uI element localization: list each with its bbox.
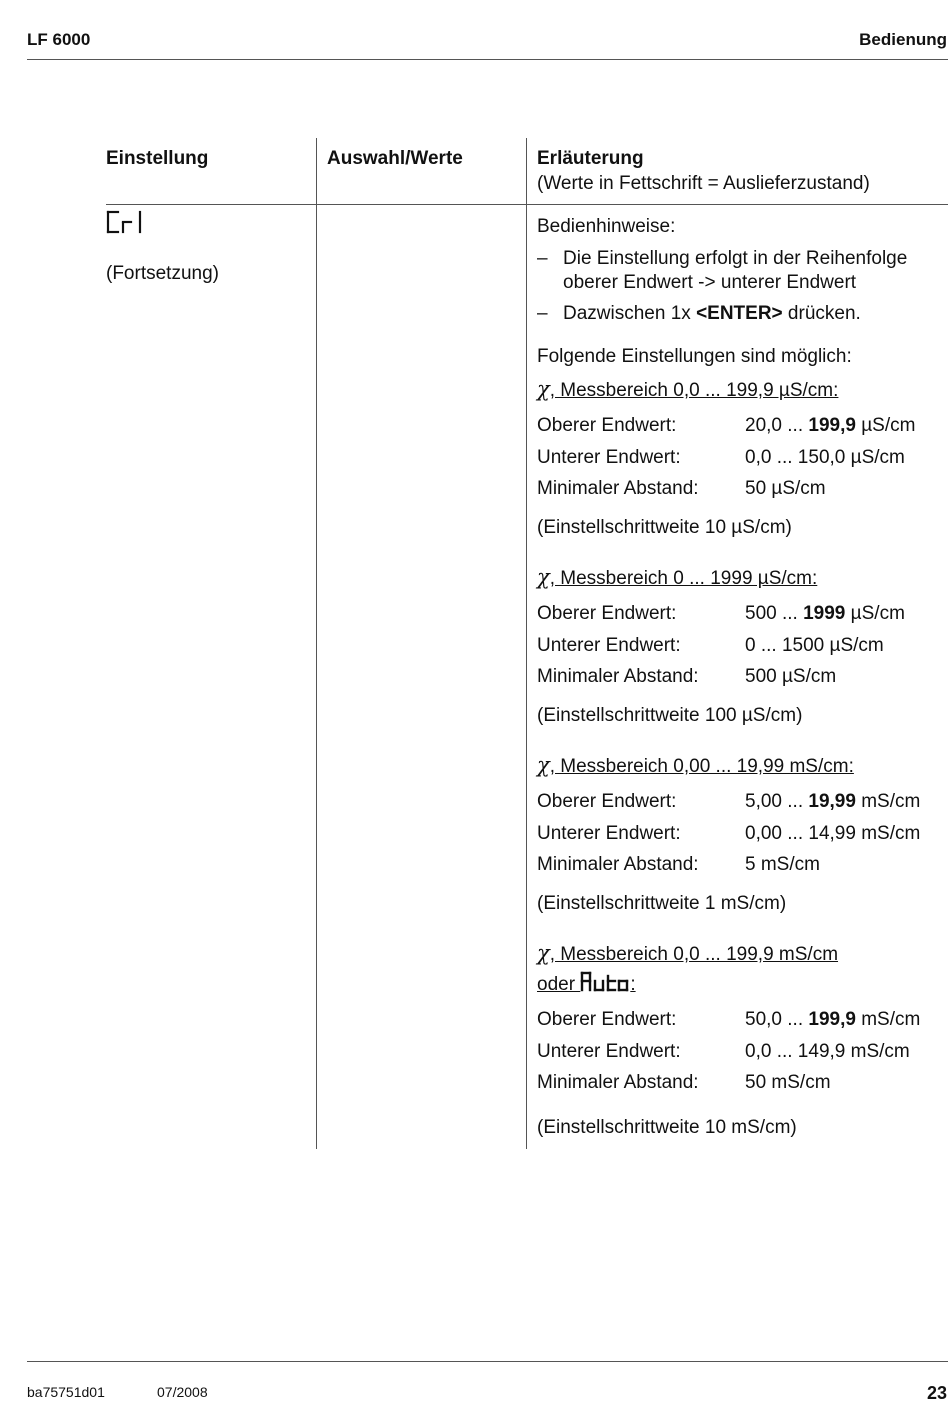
header-rule [27, 59, 948, 60]
range-3-upper-label: Oberer Endwert: [537, 791, 677, 812]
range-4-min-value: 50 mS/cm [745, 1072, 831, 1093]
range-1-min-value: 50 µS/cm [745, 478, 826, 499]
range-3-lower-label: Unterer Endwert: [537, 823, 681, 844]
column-divider-2 [526, 138, 527, 1149]
bullet-2: Dazwischen 1x <ENTER> drücken. [563, 303, 861, 324]
header-section: Bedienung [859, 30, 947, 49]
range-1-upper-value: 20,0 ... 199,9 µS/cm [745, 415, 916, 436]
range-4-upper-value: 50,0 ... 199,9 mS/cm [745, 1009, 921, 1030]
range-3-step: (Einstellschrittweite 1 mS/cm) [537, 893, 787, 914]
bullet-1-line-1: Die Einstellung erfolgt in der Reihenfolge [563, 248, 908, 269]
hints-title: Bedienhinweise: [537, 216, 676, 237]
range-2-min-label: Minimaler Abstand: [537, 666, 699, 687]
header-product: LF 6000 [27, 30, 91, 49]
bullet-dash-1: – [537, 248, 548, 269]
range-3-title: χ, Messbereich 0,00 ... 19,99 mS/cm: [537, 753, 854, 777]
column-header-explanation: Erläuterung [537, 148, 644, 169]
range-2-title: χ, Messbereich 0 ... 1999 µS/cm: [537, 565, 818, 589]
chi-symbol: χ [537, 753, 550, 777]
range-4-upper-label: Oberer Endwert: [537, 1009, 677, 1030]
continuation-note: (Fortsetzung) [106, 263, 219, 284]
range-2-lower-label: Unterer Endwert: [537, 635, 681, 656]
chi-symbol: χ [537, 377, 550, 401]
range-4-min-label: Minimaler Abstand: [537, 1072, 699, 1093]
range-1-upper-label: Oberer Endwert: [537, 415, 677, 436]
range-2-lower-value: 0 ... 1500 µS/cm [745, 635, 884, 656]
range-4-lower-label: Unterer Endwert: [537, 1041, 681, 1062]
column-header-values: Auswahl/Werte [327, 148, 463, 169]
range-1-title: χ, Messbereich 0,0 ... 199,9 µS/cm: [537, 377, 839, 401]
range-1-step: (Einstellschrittweite 10 µS/cm) [537, 517, 792, 538]
range-4-step: (Einstellschrittweite 10 mS/cm) [537, 1117, 797, 1138]
table-header-rule [106, 204, 948, 205]
column-divider-1 [316, 138, 317, 1149]
lcd-auto-glyph [580, 970, 630, 992]
range-4-title: χ, Messbereich 0,0 ... 199,9 mS/cm [537, 941, 839, 965]
range-2-min-value: 500 µS/cm [745, 666, 837, 687]
footer-doc-id: ba75751d01 [27, 1384, 105, 1400]
range-3-min-value: 5 mS/cm [745, 854, 820, 875]
range-1-lower-label: Unterer Endwert: [537, 447, 681, 468]
page-number: 23 [926, 1383, 947, 1403]
footer-rule [27, 1361, 948, 1362]
range-3-upper-value: 5,00 ... 19,99 mS/cm [745, 791, 921, 812]
range-4-title-line-2: oder : [537, 970, 636, 996]
bullet-1-line-2: oberer Endwert -> unterer Endwert [563, 272, 857, 293]
range-2-upper-value: 500 ... 1999 µS/cm [745, 603, 905, 624]
chi-symbol: χ [537, 565, 550, 589]
range-2-step: (Einstellschrittweite 100 µS/cm) [537, 705, 803, 726]
column-header-explanation-note: (Werte in Fettschrift = Auslieferzustand) [537, 173, 870, 194]
range-3-lower-value: 0,00 ... 14,99 mS/cm [745, 823, 921, 844]
range-4-lower-value: 0,0 ... 149,9 mS/cm [745, 1041, 910, 1062]
lcd-code-cr1 [106, 209, 146, 235]
column-header-setting: Einstellung [106, 148, 209, 169]
footer-date: 07/2008 [157, 1384, 208, 1400]
range-3-min-label: Minimaler Abstand: [537, 854, 699, 875]
range-1-min-label: Minimaler Abstand: [537, 478, 699, 499]
range-2-upper-label: Oberer Endwert: [537, 603, 677, 624]
possible-settings-intro: Folgende Einstellungen sind möglich: [537, 346, 852, 367]
bullet-dash-2: – [537, 303, 548, 324]
chi-symbol: χ [537, 941, 550, 965]
range-1-lower-value: 0,0 ... 150,0 µS/cm [745, 447, 905, 468]
